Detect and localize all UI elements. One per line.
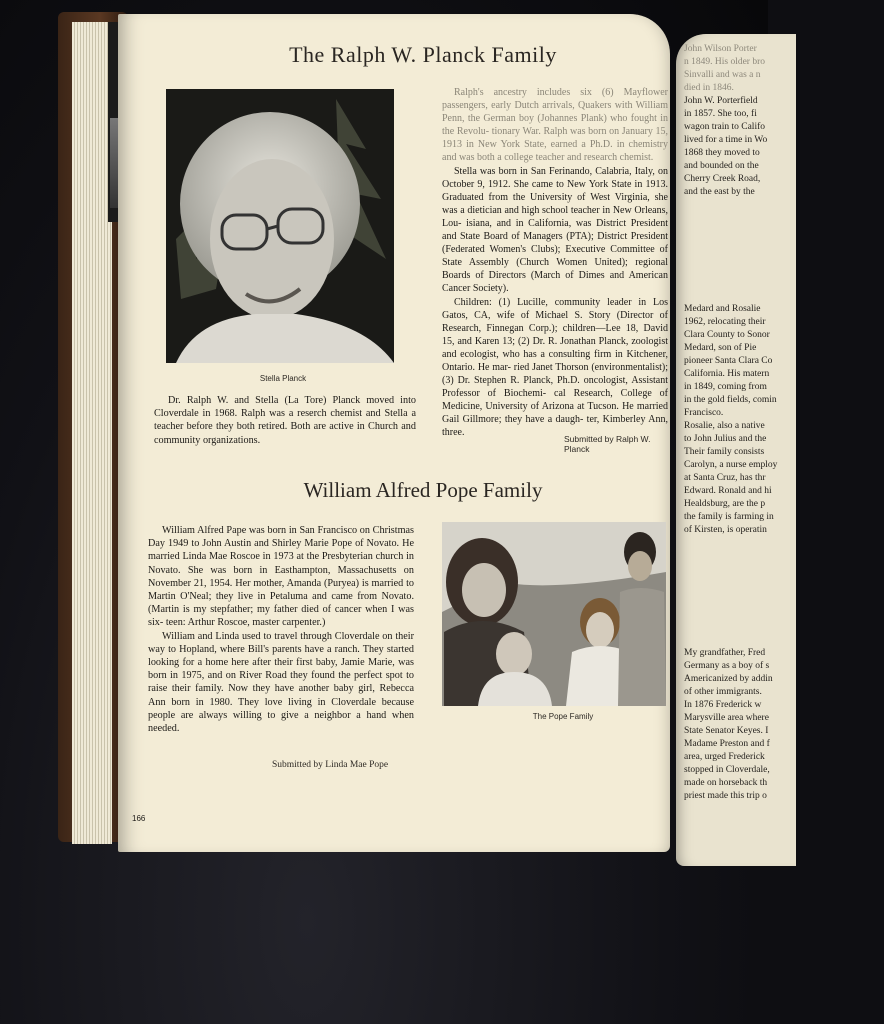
page-edges: [72, 22, 112, 844]
right-page-line: Madame Preston and f: [684, 739, 770, 749]
right-page-line: the family is farming in: [684, 512, 774, 522]
pope-paragraph-2: William and Linda used to travel through Cloverdale on their way to Hopland, where Bill's parents have a ranch. They started looking for a home here after their first baby, Jamie Marie, was born in 1975, and on River Road they found the perfect spot to raise their family. Now they have another baby girl, Rebecca Ann born in 1980. They love living in Cloverdale because people are always willing to give a neighbor a hand when needed.: [148, 630, 414, 735]
page-number: 166: [132, 814, 146, 823]
right-page-line: Their family consists: [684, 447, 765, 457]
right-page-line: n 1849. His older bro: [684, 57, 766, 67]
right-page-line: Sinvalli and was a n: [684, 70, 761, 80]
right-page-line: and bounded on the: [684, 161, 759, 171]
right-page: [676, 34, 796, 866]
right-page-line: in 1857. She too, fi: [684, 109, 757, 119]
right-page-line: John W. Porterfield: [684, 96, 758, 106]
right-page-line: State Senator Keyes. I: [684, 726, 769, 736]
right-page-line: My grandfather, Fred: [684, 648, 766, 658]
right-page-line: 1868 they moved to: [684, 148, 760, 158]
right-page-line: died in 1846.: [684, 83, 734, 93]
right-page-line: wagon train to Califo: [684, 122, 765, 132]
right-page-line: pioneer Santa Clara Co: [684, 356, 773, 366]
pope-paragraph-1: William Alfred Pape was born in San Francisco on Christmas Day 1949 to John Austin and Shirley Marie Pope of Novato. He married Linda Mae Roscoe in 1973 at the Presbyterian church in Novato. She was born in Easthampton, Massachusetts on November 21, 1954. Her mother, Amanda (Puryea) is married to Martin O'Neal; they live in Petaluma and came from Novato. (Martin is my stepfather; my father died of cancer when I was six- teen: Arthur Roscoe, master carpenter.): [148, 525, 414, 629]
right-page-line: California. His matern: [684, 369, 770, 379]
right-page-line: Rosalie, also a native: [684, 421, 765, 431]
right-page-line: at Santa Cruz, has thr: [684, 473, 766, 483]
right-page-line: Medard, son of Pie: [684, 343, 757, 353]
right-page-line: Medard and Rosalie: [684, 304, 761, 314]
right-page-line: Cherry Creek Road,: [684, 174, 761, 184]
right-page-line: lived for a time in Wo: [684, 135, 768, 145]
right-page-line: of Kirsten, is operatin: [684, 525, 767, 535]
planck-paragraph-children: Children: (1) Lucille, community leader in Los Gatos, CA, wife of Michael S. Story (Director of Research, Finnegan Corp.); children—Lee 18, David 15, and Karen 13; (2) Dr. R. Jonathan Planck, zoologist and ecologist, who has a consulting firm in Kitchener, Ontario. He mar- ried Janet Thorson (environmentalist); (3) Dr. Stephen R. Planck, Ph.D. oncologist, Assistant Professor of Biochemi- cal Research, College of Medicine, University of Arizona at Tucson. He married Gail Gillmore; they have a daugh- ter, Kimberley Ann, three.: [442, 296, 668, 439]
stella-planck-photo: [166, 89, 394, 363]
right-page-line: stopped in Cloverdale,: [684, 765, 770, 775]
right-page-line: Edward. Ronald and hi: [684, 486, 772, 496]
planck-paragraph-stella: Stella was born in San Ferinando, Calabria, Italy, on October 9, 1912. She came to New York State in 1913. Graduated from the University of West Virginia, she was a dietician and high school teacher in New Orleans, Lou- isiana, and in California, was District President and State Board of Managers (PTA); District President (Federated Women's Clubs); Executive Committee of State Assembly (Church Women United); regional Boards of Directors (March of Dimes and American Cancer Society).: [442, 165, 668, 295]
photo-caption: Stella Planck: [259, 374, 307, 383]
pope-family-photo: [442, 522, 666, 706]
right-page-line: Carolyn, a nurse employ: [684, 460, 778, 470]
planck-paragraph-ancestry: Ralph's ancestry includes six (6) Mayflower passengers, early Dutch arrivals, Quakers with William Penn, the German boy (Johannes Plank) who fought in the Revolu- tionary War. Ralph was born on January 15, 1913 in New York State, earned a Ph.D. in chemistry and was both a college teacher and research chemist.: [442, 87, 668, 164]
right-page-line: in the gold fields, comin: [684, 395, 777, 405]
right-page-line: area, urged Frederick: [684, 752, 765, 762]
right-page-line: to John Julius and the: [684, 434, 767, 444]
right-page-line: Healdsburg, are the p: [684, 499, 766, 509]
right-page-line: of other immigrants.: [684, 687, 762, 697]
right-page-line: made on horseback th: [684, 778, 768, 788]
right-page-line: John Wilson Porter: [684, 44, 757, 54]
right-page-line: Clara County to Sonor: [684, 330, 770, 340]
right-page-line: in 1849, coming from: [684, 382, 767, 392]
right-page-line: Marysville area where: [684, 713, 769, 723]
right-page-line: Germany as a boy of s: [684, 661, 770, 671]
pope-submitted-by: Submitted by Linda Mae Pope: [272, 760, 389, 770]
right-page-line: In 1876 Frederick w: [684, 700, 762, 710]
pope-article: [148, 524, 414, 735]
right-page-line: Americanized by addin: [684, 674, 773, 684]
section-title-pope: William Alfred Pope Family: [303, 478, 543, 502]
planck-article-column: [442, 86, 668, 440]
left-page: [118, 14, 670, 852]
section-title-planck: The Ralph W. Planck Family: [289, 42, 557, 67]
right-page-line: and the east by the: [684, 187, 755, 197]
photo-caption: The Pope Family: [532, 712, 594, 721]
right-page-line: Francisco.: [684, 408, 724, 418]
portrait-illustration: [166, 89, 394, 363]
right-page-line: 1962, relocating their: [684, 317, 766, 327]
planck-intro-paragraph: Dr. Ralph W. and Stella (La Tore) Planck moved into Cloverdale in 1968. Ralph was a reserch chemist and Stella a teacher before they both retired. Both are active in Church and community organizations.: [154, 395, 416, 446]
family-illustration: [442, 522, 666, 706]
planck-submitted-by: Submitted by Ralph W. Planck: [564, 434, 651, 454]
right-page-line: priest made this trip o: [684, 791, 767, 801]
